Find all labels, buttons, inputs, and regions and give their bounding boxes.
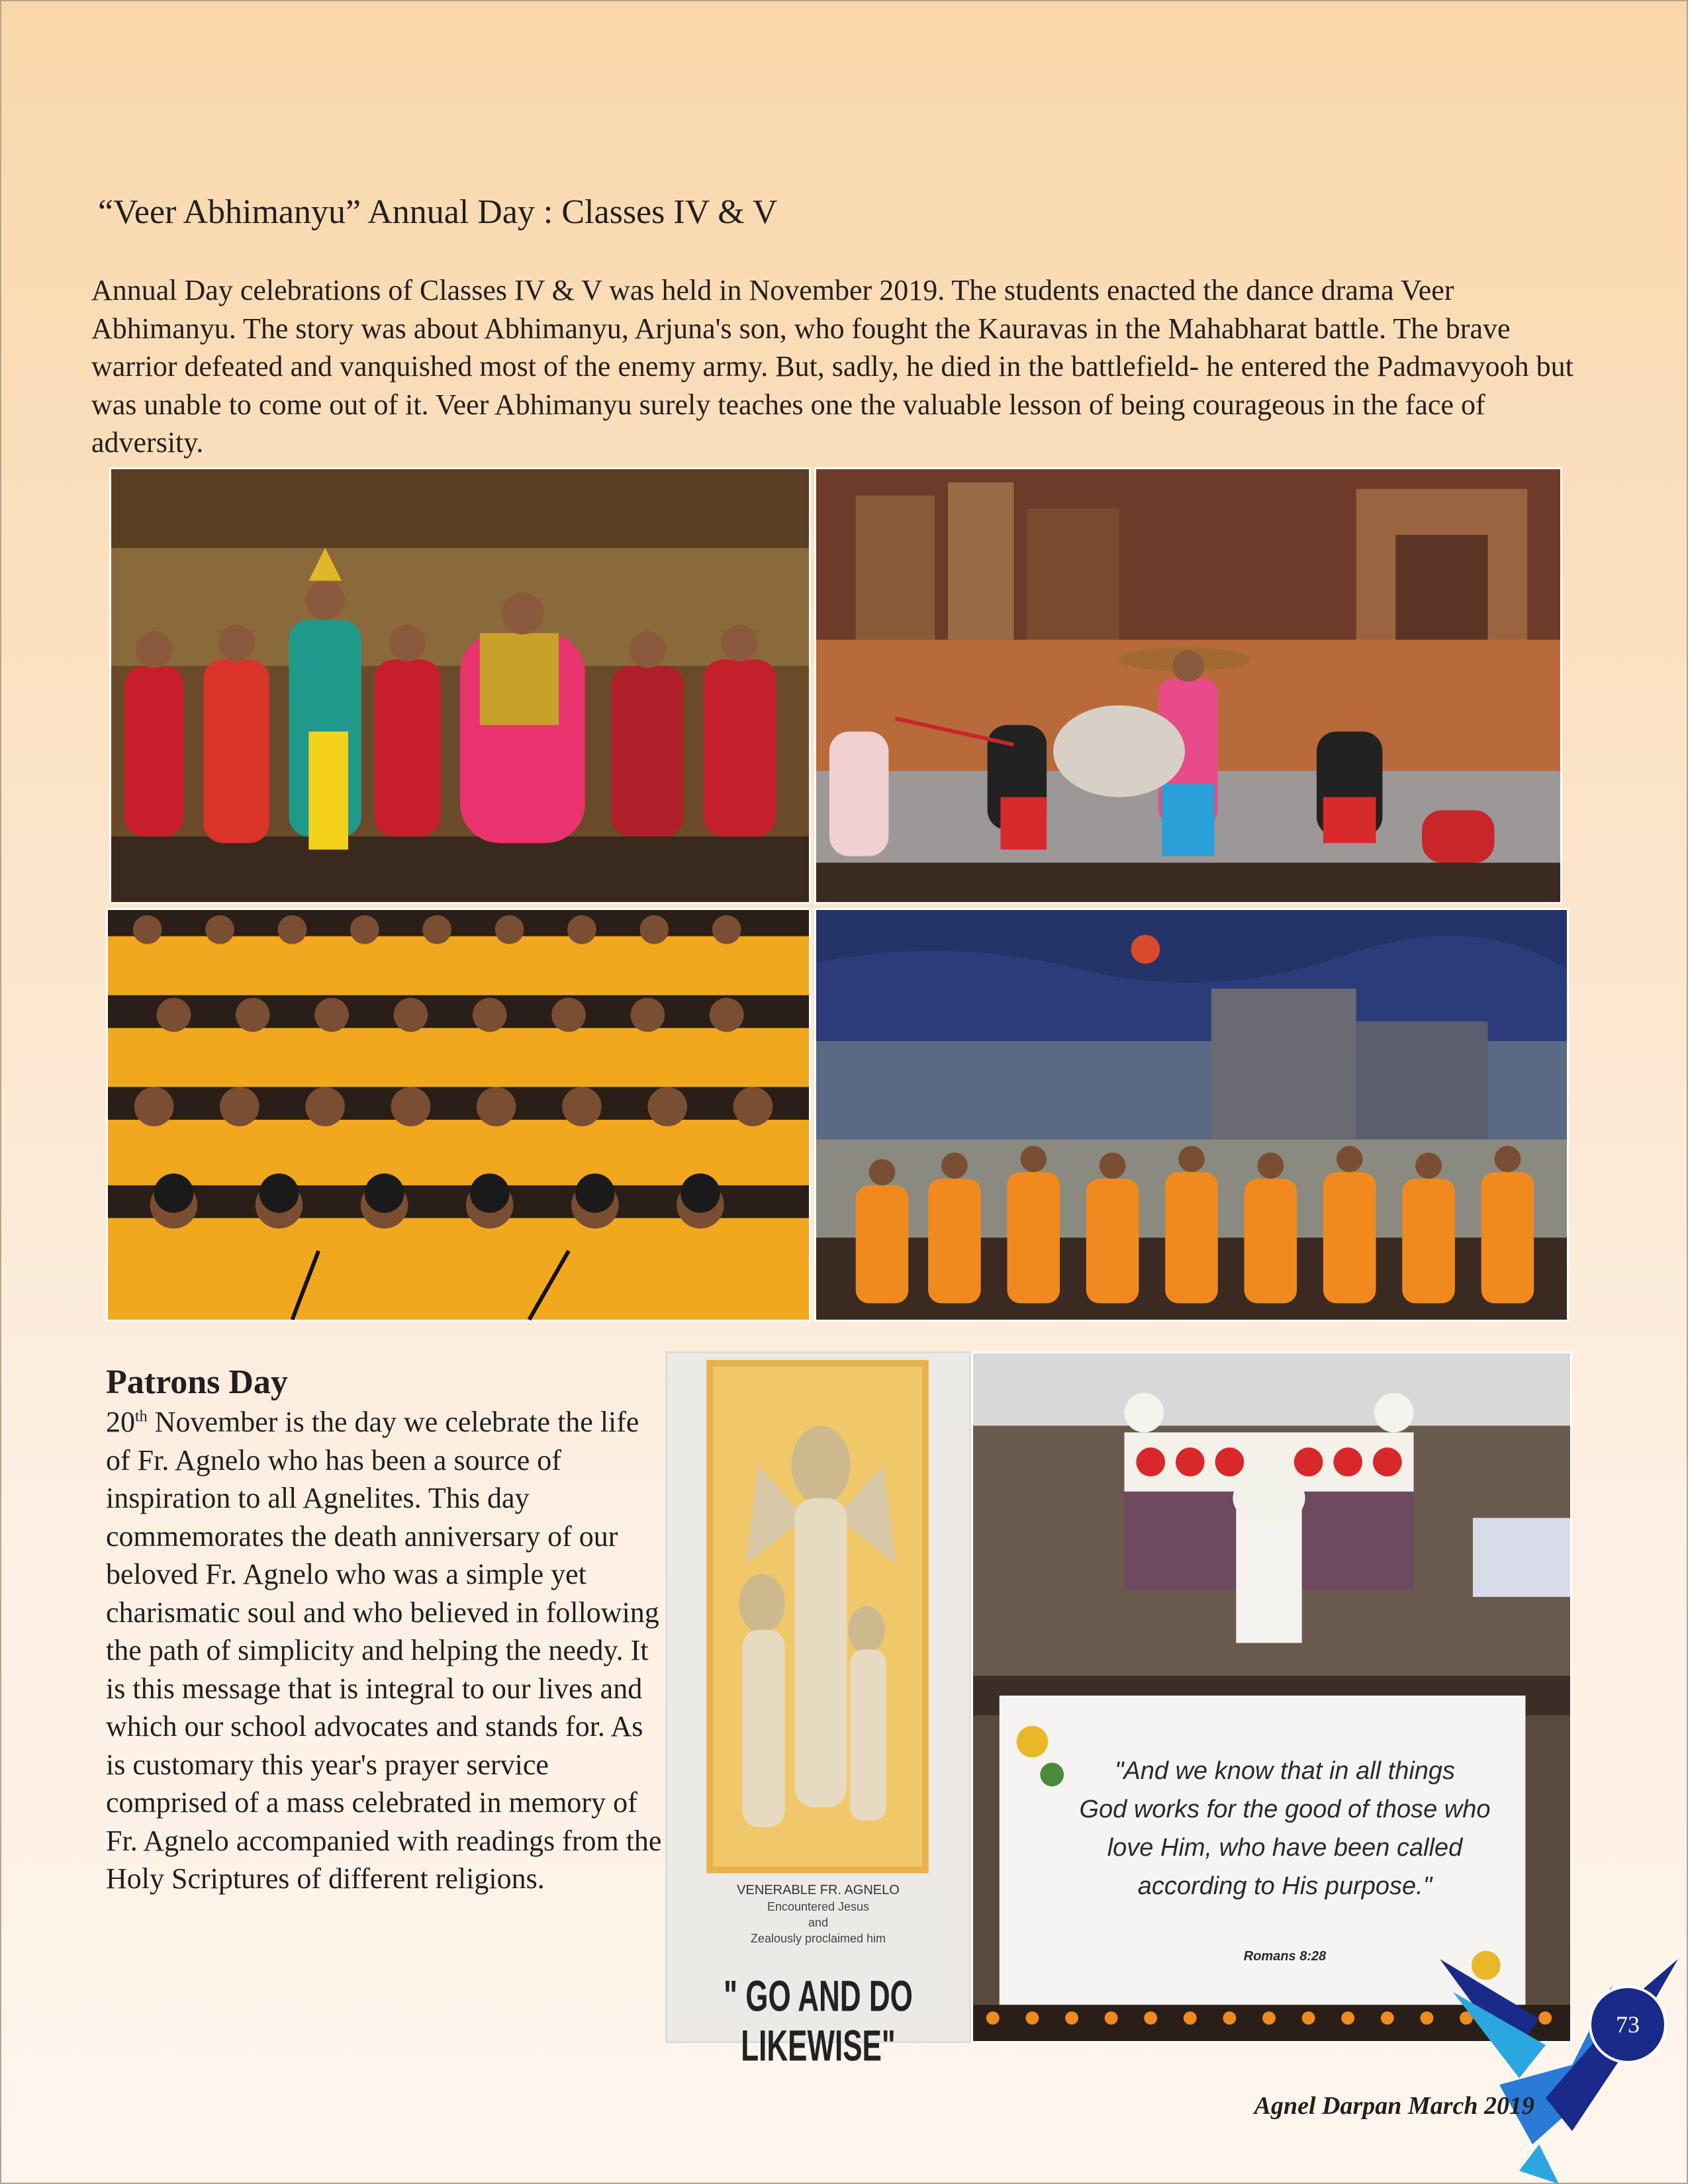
banner-verse-line4: according to His purpose." (1137, 1872, 1432, 1900)
patrons-day-paragraph (106, 1403, 662, 1898)
intro-paragraph: Annual Day celebrations of Classes IV & V was held in November 2019. The students enacted the dance drama Veer Abhimanyu. The story was about Abhimanyu, Arjuna's son, who fought the Kauravas in the Mahabharat battle. The brave warrior defeated and vanquished most of the enemy army. But, sadly, he died in the battlefield- he entered the Padmavyooh but was unable to come out of it. Veer Abhimanyu surely teaches one the valuable lesson of being courageous in the face of adversity. (91, 274, 1573, 459)
banner-verse-reference: Romans 8:28 (1243, 1949, 1327, 1964)
poster-caption-line1: VENERABLE FR. AGNELO (737, 1883, 900, 1897)
patrons-day-heading: Patrons Day (106, 1363, 288, 1401)
photo-dancers-costumes (109, 467, 811, 904)
patrons-day-date-number: 20 (106, 1406, 135, 1438)
photo-choir (106, 908, 811, 1322)
patrons-day-body: November is the day we celebrate the life of Fr. Agnelo who has been a source of inspiration to all Agnelites. This day commemorates the death anniversary of our beloved Fr. Agnelo who was a simple yet charismatic soul and who believed in following the path of simplicity and helping the needy. It is this message that is integral to our lives and which our school advocates and stands for. As is customary this year's prayer service comprised of a mass celebrated in memory of Fr. Agnelo accompanied with readings from the Holy Scriptures of different religions. (106, 1406, 662, 1895)
bird-logo-icon (1440, 1946, 1678, 2184)
poster-caption-line3: and (808, 1916, 829, 1929)
footer-magazine-issue: Agnel Darpan March 2019 (1254, 2092, 1534, 2120)
patrons-day-date-suffix: th (135, 1408, 148, 1426)
poster-motto: " GO AND DO LIKEWISE" (724, 1972, 913, 2071)
banner-verse-line2: God works for the good of those who (1079, 1796, 1491, 1823)
page-number-badge: 73 (1589, 1985, 1667, 2064)
photo-stage-dancers (814, 908, 1569, 1322)
banner-verse-line1: "And we know that in all things (1114, 1757, 1456, 1785)
poster-caption-line4: Zealously proclaimed him (750, 1932, 886, 1945)
section-title: “Veer Abhimanyu” Annual Day : Classes IV & V (98, 193, 778, 231)
photo-altar-banner (971, 1351, 1572, 2043)
poster-caption-line2: Encountered Jesus (767, 1900, 870, 1913)
photo-battle-scene (814, 467, 1562, 904)
photo-fr-agnelo-poster (665, 1351, 971, 2071)
banner-verse-line3: love Him, who have been called (1107, 1834, 1463, 1862)
